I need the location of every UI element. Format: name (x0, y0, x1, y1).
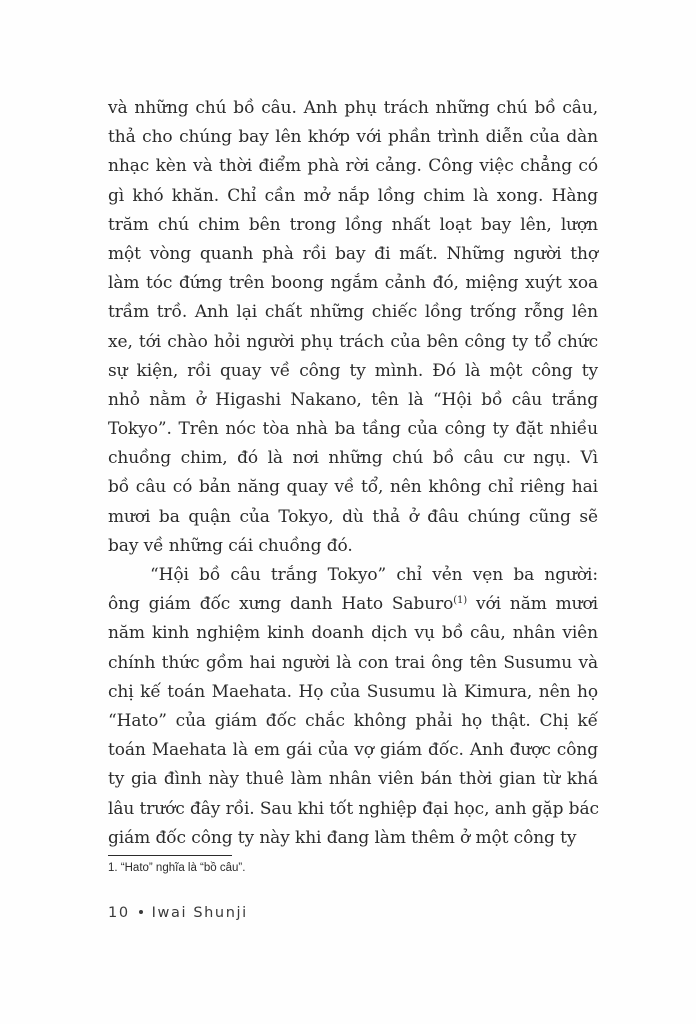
page-folio (108, 905, 248, 921)
bullet-separator (139, 910, 143, 914)
paragraph-line: xe, tới chào hỏi người phụ trách của bên công ty tổ chức (108, 331, 598, 352)
paragraph-line: làm tóc đứng trên boong ngắm cảnh đó, miệng xuýt xoa (108, 273, 598, 294)
paragraph-line: nhạc kèn và thời điểm phà rời cảng. Công việc chẳng có (108, 156, 598, 177)
paragraph-line: nhỏ nằm ở Higashi Nakano, tên là “Hội bồ câu trắng (108, 389, 598, 410)
paragraph-line: toán Maehata là em gái của vợ giám đốc. Anh được công (108, 740, 598, 761)
paragraph-line (108, 590, 598, 619)
paragraph-line: lâu trước đây rồi. Sau khi tốt nghiệp đại học, anh gặp bác (108, 798, 599, 819)
paragraph-line: chuồng chim, đó là nơi những chú bồ câu cư ngụ. Vì (108, 448, 598, 469)
paragraph-line: trăm chú chim bên trong lồng nhất loạt bay lên, lượn (108, 214, 598, 235)
paragraph-line: một vòng quanh phà rồi bay đi mất. Những người thợ (108, 243, 598, 264)
paragraph-2-rest (108, 619, 598, 853)
line-text: ông giám đốc xưng danh Hato Saburo (108, 594, 454, 615)
line-text: với năm mươi (467, 594, 598, 615)
paragraph-line: năm kinh nghiệm kinh doanh dịch vụ bồ câu, nhân viên (108, 623, 598, 644)
paragraph-line: bồ câu có bản năng quay về tổ, nên không chỉ riêng hai (108, 477, 598, 498)
paragraph-line: chính thức gồm hai người là con trai ông tên Susumu và (108, 652, 598, 673)
paragraph-line: giám đốc công ty này khi đang làm thêm ở một công ty (108, 827, 577, 848)
paragraph-2 (108, 561, 598, 853)
page-number: 10 (108, 905, 130, 921)
footnote-divider (108, 855, 232, 856)
paragraph-line: “Hato” của giám đốc chắc không phải họ thật. Chị kế (108, 710, 598, 731)
paragraph-1 (108, 94, 598, 561)
body-text (108, 94, 598, 853)
paragraph-line: sự kiện, rồi quay về công ty mình. Đó là một công ty (108, 360, 598, 381)
footnote: 1. “Hato” nghĩa là “bồ câu”. (108, 862, 246, 874)
paragraph-line: trầm trồ. Anh lại chất những chiếc lồng trống rỗng lên (108, 302, 598, 323)
paragraph-line: và những chú bồ câu. Anh phụ trách những chú bồ câu, (108, 98, 598, 118)
footnote-marker: (1) (453, 595, 468, 607)
paragraph-line: mươi ba quận của Tokyo, dù thả ở đâu chúng cũng sẽ (108, 506, 598, 527)
paragraph-line: thả cho chúng bay lên khớp với phần trình diễn của dàn (108, 127, 598, 148)
running-head-author: Iwai Shunji (151, 905, 248, 921)
paragraph-line: Tokyo”. Trên nóc tòa nhà ba tầng của công ty đặt nhiều (108, 419, 598, 440)
paragraph-line: gì khó khăn. Chỉ cần mở nắp lồng chim là xong. Hàng (108, 185, 598, 206)
paragraph-line: bay về những cái chuồng đó. (108, 535, 353, 556)
paragraph-line: ty gia đình này thuê làm nhân viên bán thời gian từ khá (108, 769, 598, 790)
paragraph-line: chị kế toán Maehata. Họ của Susumu là Kimura, nên họ (108, 681, 598, 702)
paragraph-line: “Hội bồ câu trắng Tokyo” chỉ vẻn vẹn ba người: (150, 565, 598, 585)
